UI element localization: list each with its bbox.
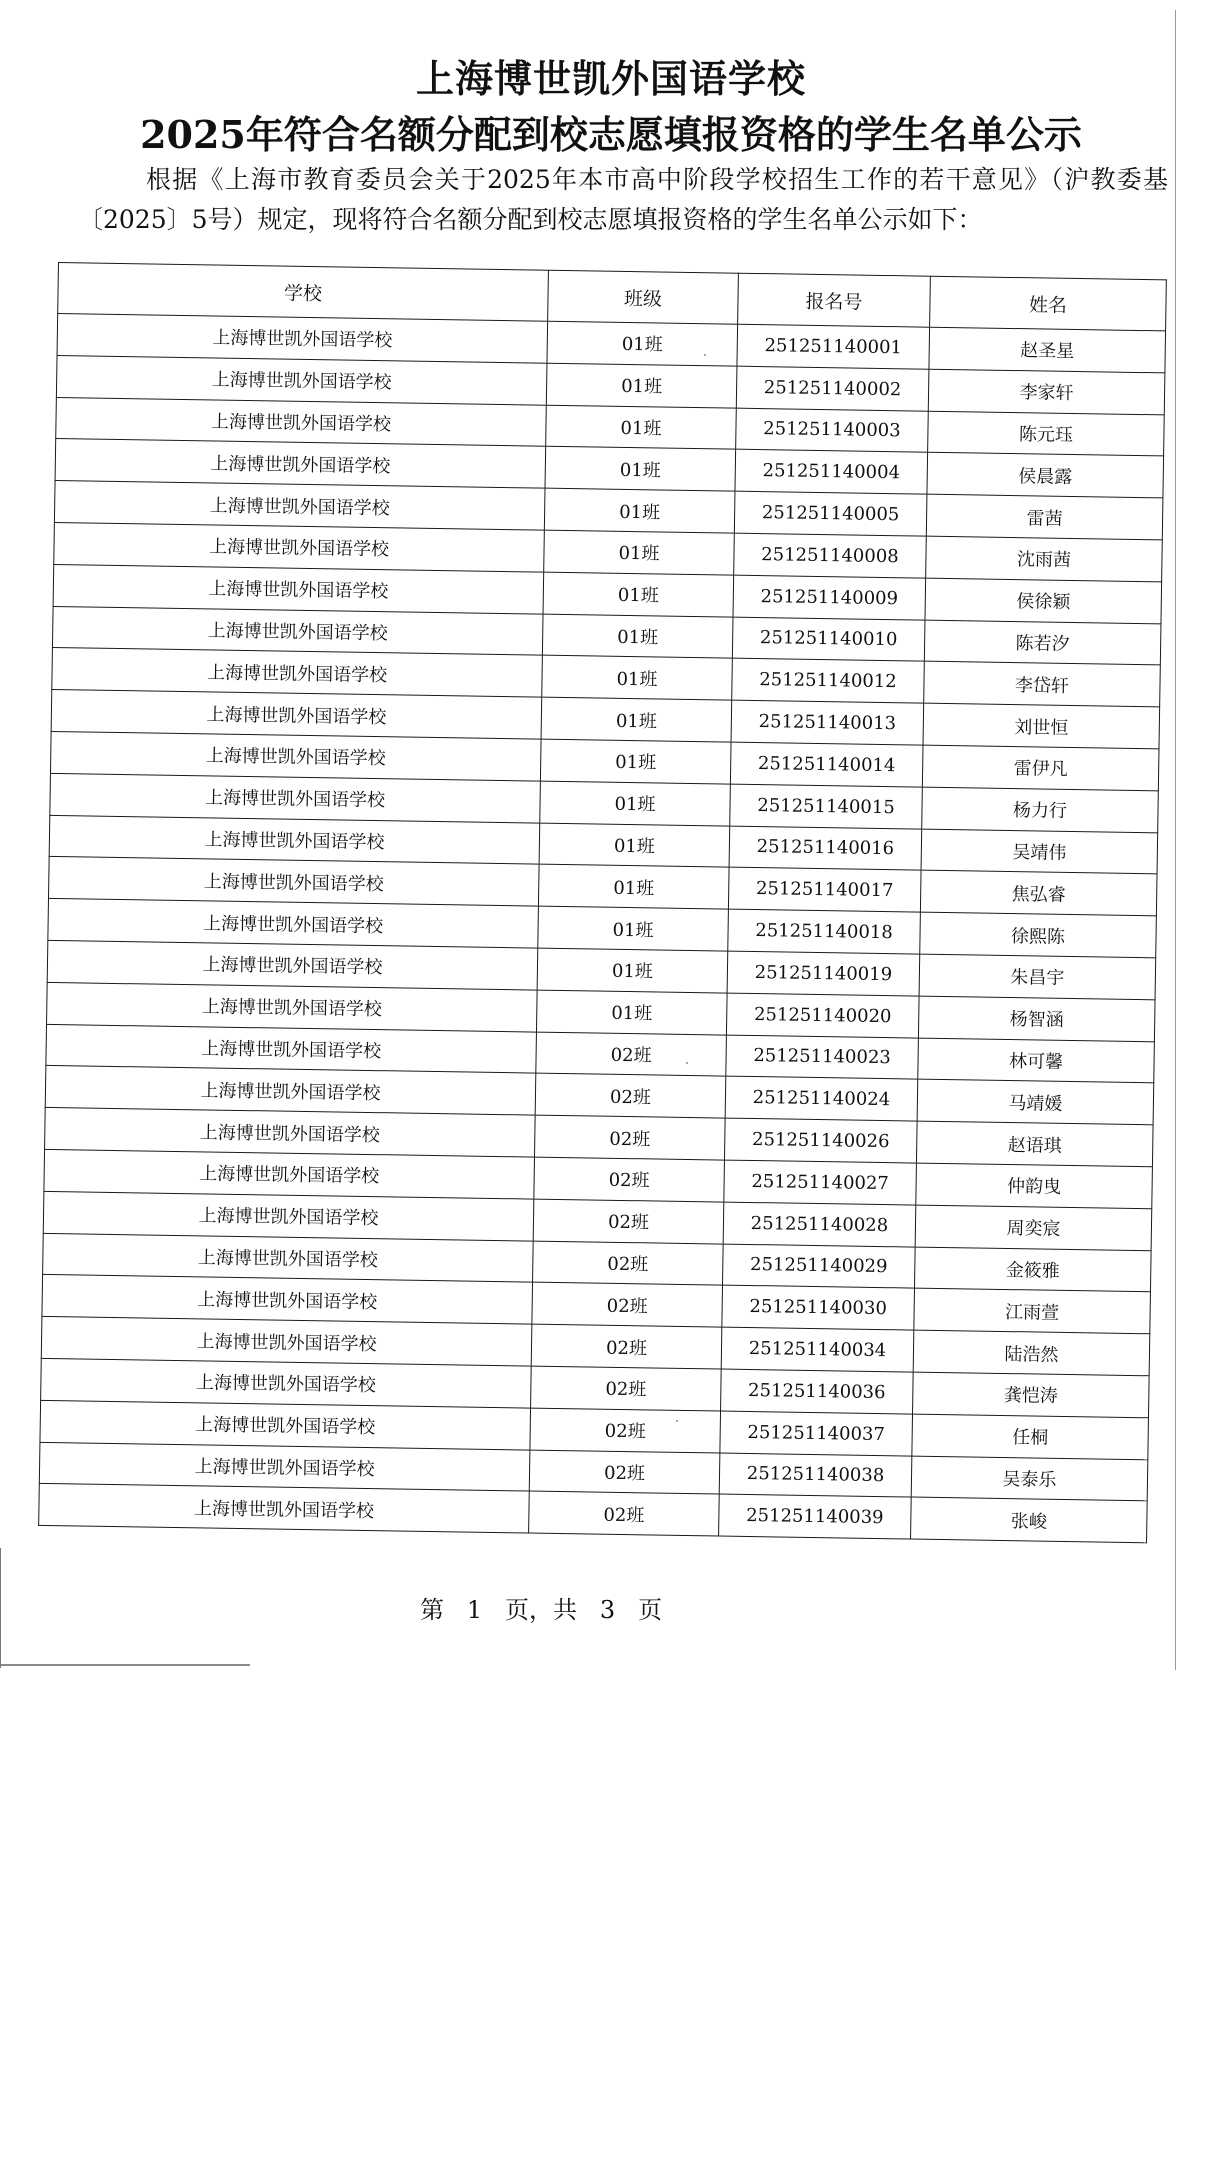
table-body: [39, 314, 1166, 1543]
cell-school: 上海博世凯外国语学校: [48, 857, 539, 906]
cell-registration-number: 251251140013: [731, 700, 924, 745]
cell-class: 02班: [535, 1115, 726, 1160]
cell-school: 上海博世凯外国语学校: [51, 690, 542, 739]
cell-registration-number: 251251140026: [724, 1118, 917, 1163]
cell-class: 01班: [542, 656, 733, 701]
cell-registration-number: 251251140018: [728, 909, 921, 954]
cell-class: 01班: [547, 321, 738, 366]
scan-page-edge-left: [0, 1548, 1, 1668]
cell-registration-number: 251251140037: [720, 1411, 913, 1456]
cell-registration-number: 251251140039: [719, 1494, 912, 1539]
cell-class: 01班: [540, 739, 731, 784]
cell-school: 上海博世凯外国语学校: [41, 1317, 532, 1366]
cell-registration-number: 251251140008: [734, 533, 927, 578]
header-name: 姓名: [930, 276, 1167, 331]
cell-registration-number: 251251140014: [730, 742, 923, 787]
cell-class: 01班: [543, 572, 734, 617]
cell-registration-number: 251251140005: [734, 491, 927, 536]
cell-class: 02班: [531, 1324, 722, 1369]
cell-school: 上海博世凯外国语学校: [56, 355, 547, 404]
cell-student-name: 雷伊凡: [922, 745, 1159, 790]
cell-registration-number: 251251140027: [724, 1160, 917, 1205]
cell-class: 02班: [534, 1157, 725, 1202]
cell-student-name: 张峻: [911, 1497, 1148, 1542]
cell-class: 01班: [538, 906, 729, 951]
cell-class: 01班: [539, 823, 730, 868]
cell-student-name: 仲韵曳: [916, 1163, 1153, 1208]
cell-registration-number: 251251140028: [723, 1202, 916, 1247]
cell-class: 01班: [546, 405, 737, 450]
cell-class: 01班: [541, 697, 732, 742]
school-title: 上海博世凯外国语学校: [415, 56, 806, 101]
cell-school: 上海博世凯外国语学校: [45, 1066, 536, 1115]
cell-registration-number: 251251140010: [732, 617, 925, 662]
cell-class: 01班: [544, 488, 735, 533]
cell-class: 02班: [529, 1450, 720, 1495]
cell-school: 上海博世凯外国语学校: [56, 397, 547, 446]
cell-student-name: 陈元珏: [928, 411, 1165, 456]
cell-registration-number: 251251140003: [736, 408, 929, 453]
cell-class: 01班: [540, 781, 731, 826]
cell-student-name: 赵圣星: [929, 327, 1166, 372]
cell-registration-number: 251251140015: [730, 784, 923, 829]
cell-registration-number: 251251140036: [721, 1369, 914, 1414]
cell-school: 上海博世凯外国语学校: [46, 1024, 537, 1073]
cell-school: 上海博世凯外国语学校: [50, 773, 541, 822]
cell-school: 上海博世凯外国语学校: [55, 439, 546, 488]
cell-registration-number: 251251140034: [721, 1327, 914, 1372]
document-title: 2025年符合名额分配到校志愿填报资格的学生名单公示: [140, 112, 1082, 157]
cell-student-name: 朱昌宇: [919, 954, 1156, 999]
cell-student-name: 沈雨茜: [926, 536, 1163, 581]
cell-student-name: 陈若汐: [924, 620, 1161, 665]
cell-student-name: 林可馨: [918, 1038, 1155, 1083]
cell-class: 01班: [537, 948, 728, 993]
cell-class: 02班: [533, 1199, 724, 1244]
cell-school: 上海博世凯外国语学校: [39, 1442, 530, 1491]
cell-class: 01班: [538, 864, 729, 909]
cell-student-name: 刘世恒: [923, 703, 1160, 748]
cell-class: 02班: [532, 1282, 723, 1327]
scan-speck: [686, 1062, 688, 1064]
cell-registration-number: 251251140001: [737, 324, 930, 369]
cell-school: 上海博世凯外国语学校: [44, 1149, 535, 1198]
student-list-table: [38, 262, 1167, 1543]
cell-registration-number: 251251140016: [729, 826, 922, 871]
cell-student-name: 李家轩: [928, 369, 1165, 414]
cell-registration-number: 251251140030: [722, 1285, 915, 1330]
header-class: 班级: [548, 270, 739, 324]
scan-speck: [676, 1420, 678, 1422]
cell-registration-number: 251251140023: [726, 1035, 919, 1080]
cell-registration-number: 251251140004: [735, 450, 928, 495]
cell-registration-number: 251251140017: [728, 867, 921, 912]
cell-class: 02班: [529, 1491, 720, 1536]
scan-speck: [704, 354, 706, 356]
cell-school: 上海博世凯外国语学校: [43, 1233, 534, 1282]
cell-school: 上海博世凯外国语学校: [53, 564, 544, 613]
cell-registration-number: 251251140038: [719, 1453, 912, 1498]
cell-class: 02班: [535, 1073, 726, 1118]
cell-school: 上海博世凯外国语学校: [48, 899, 539, 948]
header-registration-number: 报名号: [738, 273, 931, 327]
cell-school: 上海博世凯外国语学校: [47, 940, 538, 989]
cell-school: 上海博世凯外国语学校: [47, 982, 538, 1031]
cell-student-name: 杨力行: [922, 787, 1159, 832]
cell-student-name: 徐熙陈: [920, 912, 1157, 957]
cell-student-name: 江雨萱: [914, 1288, 1151, 1333]
cell-student-name: 龚恺涛: [913, 1372, 1150, 1417]
cell-class: 02班: [531, 1366, 722, 1411]
cell-registration-number: 251251140009: [733, 575, 926, 620]
cell-class: 01班: [544, 530, 735, 575]
cell-school: 上海博世凯外国语学校: [39, 1484, 530, 1533]
cell-student-name: 杨智涵: [918, 996, 1155, 1041]
cell-student-name: 李岱轩: [924, 662, 1161, 707]
cell-registration-number: 251251140019: [727, 951, 920, 996]
cell-school: 上海博世凯外国语学校: [50, 731, 541, 780]
cell-class: 01班: [546, 363, 737, 408]
cell-student-name: 焦弘睿: [920, 870, 1157, 915]
cell-registration-number: 251251140024: [725, 1076, 918, 1121]
cell-school: 上海博世凯外国语学校: [49, 815, 540, 864]
cell-registration-number: 251251140012: [732, 659, 925, 704]
cell-student-name: 侯晨露: [927, 453, 1164, 498]
cell-registration-number: 251251140002: [736, 366, 929, 411]
cell-class: 01班: [545, 447, 736, 492]
cell-registration-number: 251251140029: [723, 1244, 916, 1289]
cell-class: 01班: [536, 990, 727, 1035]
cell-school: 上海博世凯外国语学校: [40, 1400, 531, 1449]
student-list-table-container: [38, 262, 1166, 1543]
scan-page-edge-right: [1175, 10, 1176, 1670]
cell-school: 上海博世凯外国语学校: [41, 1358, 532, 1407]
cell-student-name: 吴泰乐: [911, 1456, 1148, 1501]
cell-student-name: 侯徐颖: [925, 578, 1162, 623]
cell-school: 上海博世凯外国语学校: [52, 606, 543, 655]
cell-student-name: 马靖媛: [917, 1079, 1154, 1124]
cell-school: 上海博世凯外国语学校: [57, 314, 548, 363]
cell-student-name: 金筱雅: [914, 1247, 1151, 1292]
cell-school: 上海博世凯外国语学校: [42, 1275, 533, 1324]
cell-student-name: 周奕宸: [915, 1205, 1152, 1250]
cell-student-name: 赵语琪: [916, 1121, 1153, 1166]
cell-class: 01班: [542, 614, 733, 659]
page-number-footer: 第 1 页，共 3 页: [420, 1596, 663, 1624]
scan-page-edge-bottom: [0, 1664, 250, 1666]
cell-student-name: 任桐: [912, 1414, 1149, 1459]
intro-paragraph: 根据《上海市教育委员会关于2025年本市高中阶段学校招生工作的若干意见》（沪教委基〔2025〕5号）规定，现将符合名额分配到校志愿填报资格的学生名单公示如下：: [78, 165, 1168, 234]
cell-school: 上海博世凯外国语学校: [54, 522, 545, 571]
cell-class: 02班: [536, 1032, 727, 1077]
cell-student-name: 陆浩然: [913, 1330, 1150, 1375]
cell-student-name: 吴靖伟: [921, 829, 1158, 874]
cell-school: 上海博世凯外国语学校: [54, 481, 545, 530]
cell-class: 02班: [533, 1241, 724, 1286]
cell-class: 02班: [530, 1408, 721, 1453]
header-school: 学校: [58, 263, 549, 322]
cell-student-name: 雷茜: [926, 494, 1163, 539]
cell-school: 上海博世凯外国语学校: [52, 648, 543, 697]
cell-school: 上海博世凯外国语学校: [45, 1108, 536, 1157]
cell-school: 上海博世凯外国语学校: [43, 1191, 534, 1240]
cell-registration-number: 251251140020: [726, 993, 919, 1038]
